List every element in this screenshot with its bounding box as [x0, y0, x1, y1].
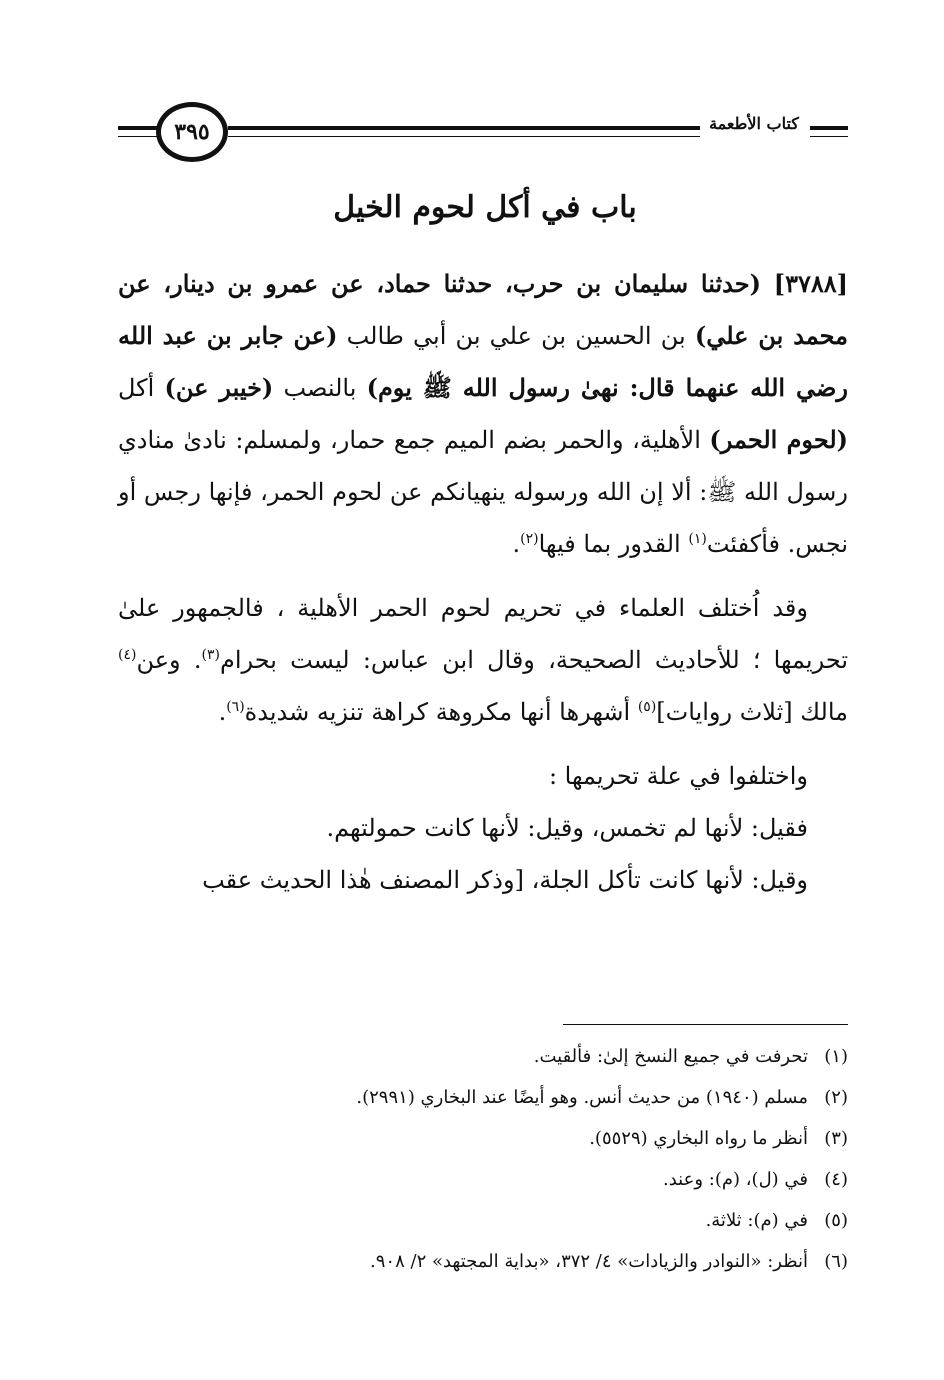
footnote-item: [118, 1159, 848, 1200]
commentary-span: الأهلية، والحمر بضم الميم جمع حمار، ولمسلم: نادىٰ منادي رسول الله ﷺ: ألا إن الله ورسوله ينهيانكم عن لحوم الحمر، فإنها رجس أو نجس. فأكفئت: [118, 426, 848, 558]
commentary-span: . وعن: [136, 646, 202, 674]
header-rule-middle-thin: [228, 136, 700, 137]
page-number: ٣٩٥: [156, 102, 228, 162]
commentary-span: .: [218, 698, 227, 726]
paragraph-reason-2: وقيل: لأنها كانت تأكل الجلة، [وذكر المصنف هٰذا الحديث عقب: [202, 866, 808, 894]
header-rule-right: [810, 126, 848, 130]
footnote-number: (٤): [824, 1169, 848, 1190]
footnote-number: (٥): [824, 1210, 848, 1231]
footnote-ref[interactable]: (٦): [226, 699, 245, 715]
commentary-span: .: [512, 530, 521, 558]
footnote-number: (٣): [824, 1128, 848, 1149]
paragraph-reason-1: فقيل: لأنها لم تخمس، وقيل: لأنها كانت حمولتهم.: [326, 814, 808, 842]
chapter-title: باب في أكل لحوم الخيل: [333, 190, 637, 225]
footnote-text: في (م): ثلاثة.: [705, 1210, 808, 1231]
footnote-item: [118, 1036, 848, 1077]
commentary-span: بالنصب: [273, 374, 367, 402]
commentary-span: مالك [ثلاث روايات]: [656, 698, 848, 726]
footnote-ref[interactable]: (٥): [637, 699, 657, 715]
footnote-ref[interactable]: (٢): [520, 531, 539, 547]
footnote-ref[interactable]: (٤): [118, 647, 137, 663]
commentary-span: أكل: [118, 374, 165, 402]
footnote-item: [118, 1118, 848, 1159]
footnote-text: مسلم (١٩٤٠) من حديث أنس. وهو أيضًا عند البخاري (٢٩٩١).: [356, 1087, 808, 1108]
hadith-text: (خيبر عن): [164, 373, 274, 402]
footnote-separator: [563, 1024, 848, 1025]
header-rule-middle: [228, 126, 700, 130]
footnote-text: في (ل)، (م): وعند.: [663, 1169, 808, 1190]
hadith-chain: [٣٧٨٨] (حدثنا سليمان بن حرب، حدثنا حماد، عن عمرو بن دينار، عن محمد بن علي): [118, 269, 849, 350]
commentary-span: وقد اُختلف العلماء في تحريم لحوم الحمر الأهلية ، فالجمهور علىٰ تحريمها ؛ للأحاديث الصحيحة، وقال ابن عباس: ليست بحرام: [118, 594, 849, 674]
commentary-span: أشهرها أنها مكروهة كراهة تنزيه شديدة: [244, 698, 638, 726]
footnote-text: أنظر: «النوادر والزيادات» ٤/ ٣٧٢، «بداية المجتهد» ٢/ ٩٠٨.: [370, 1251, 808, 1272]
footnote-text: تحرفت في جميع النسخ إلىٰ: فألقيت.: [533, 1046, 808, 1067]
header-rule-right-thin: [810, 136, 848, 137]
hadith-text: (عن جابر بن عبد الله رضي الله عنهما قال: نهىٰ رسول الله ﷺ يوم): [118, 321, 848, 402]
commentary-span: بن الحسين بن علي بن أبي طالب: [337, 322, 695, 350]
footnote-text: أنظر ما رواه البخاري (٥٥٢٩).: [589, 1128, 808, 1149]
hadith-text: (لحوم الحمر): [709, 425, 848, 454]
footnote-number: (٦): [824, 1251, 848, 1272]
paragraph-ruling: [118, 582, 848, 738]
footnote-number: (٢): [824, 1087, 848, 1108]
paragraph-hadith: [118, 258, 848, 570]
footnote-ref[interactable]: (٣): [201, 647, 220, 663]
footnote-ref[interactable]: (١): [688, 531, 707, 547]
footnotes: [118, 1036, 848, 1282]
page-header: [118, 100, 848, 170]
footnote-item: [118, 1077, 848, 1118]
footnote-item: [118, 1200, 848, 1241]
footnote-number: (١): [824, 1046, 848, 1067]
main-text: [118, 258, 848, 906]
commentary-span: القدور بما فيها: [538, 530, 689, 558]
footnote-item: [118, 1241, 848, 1282]
book-title: كتاب الأطعمة: [709, 114, 799, 133]
paragraph-reason-intro: واختلفوا في علة تحريمها :: [548, 762, 808, 790]
